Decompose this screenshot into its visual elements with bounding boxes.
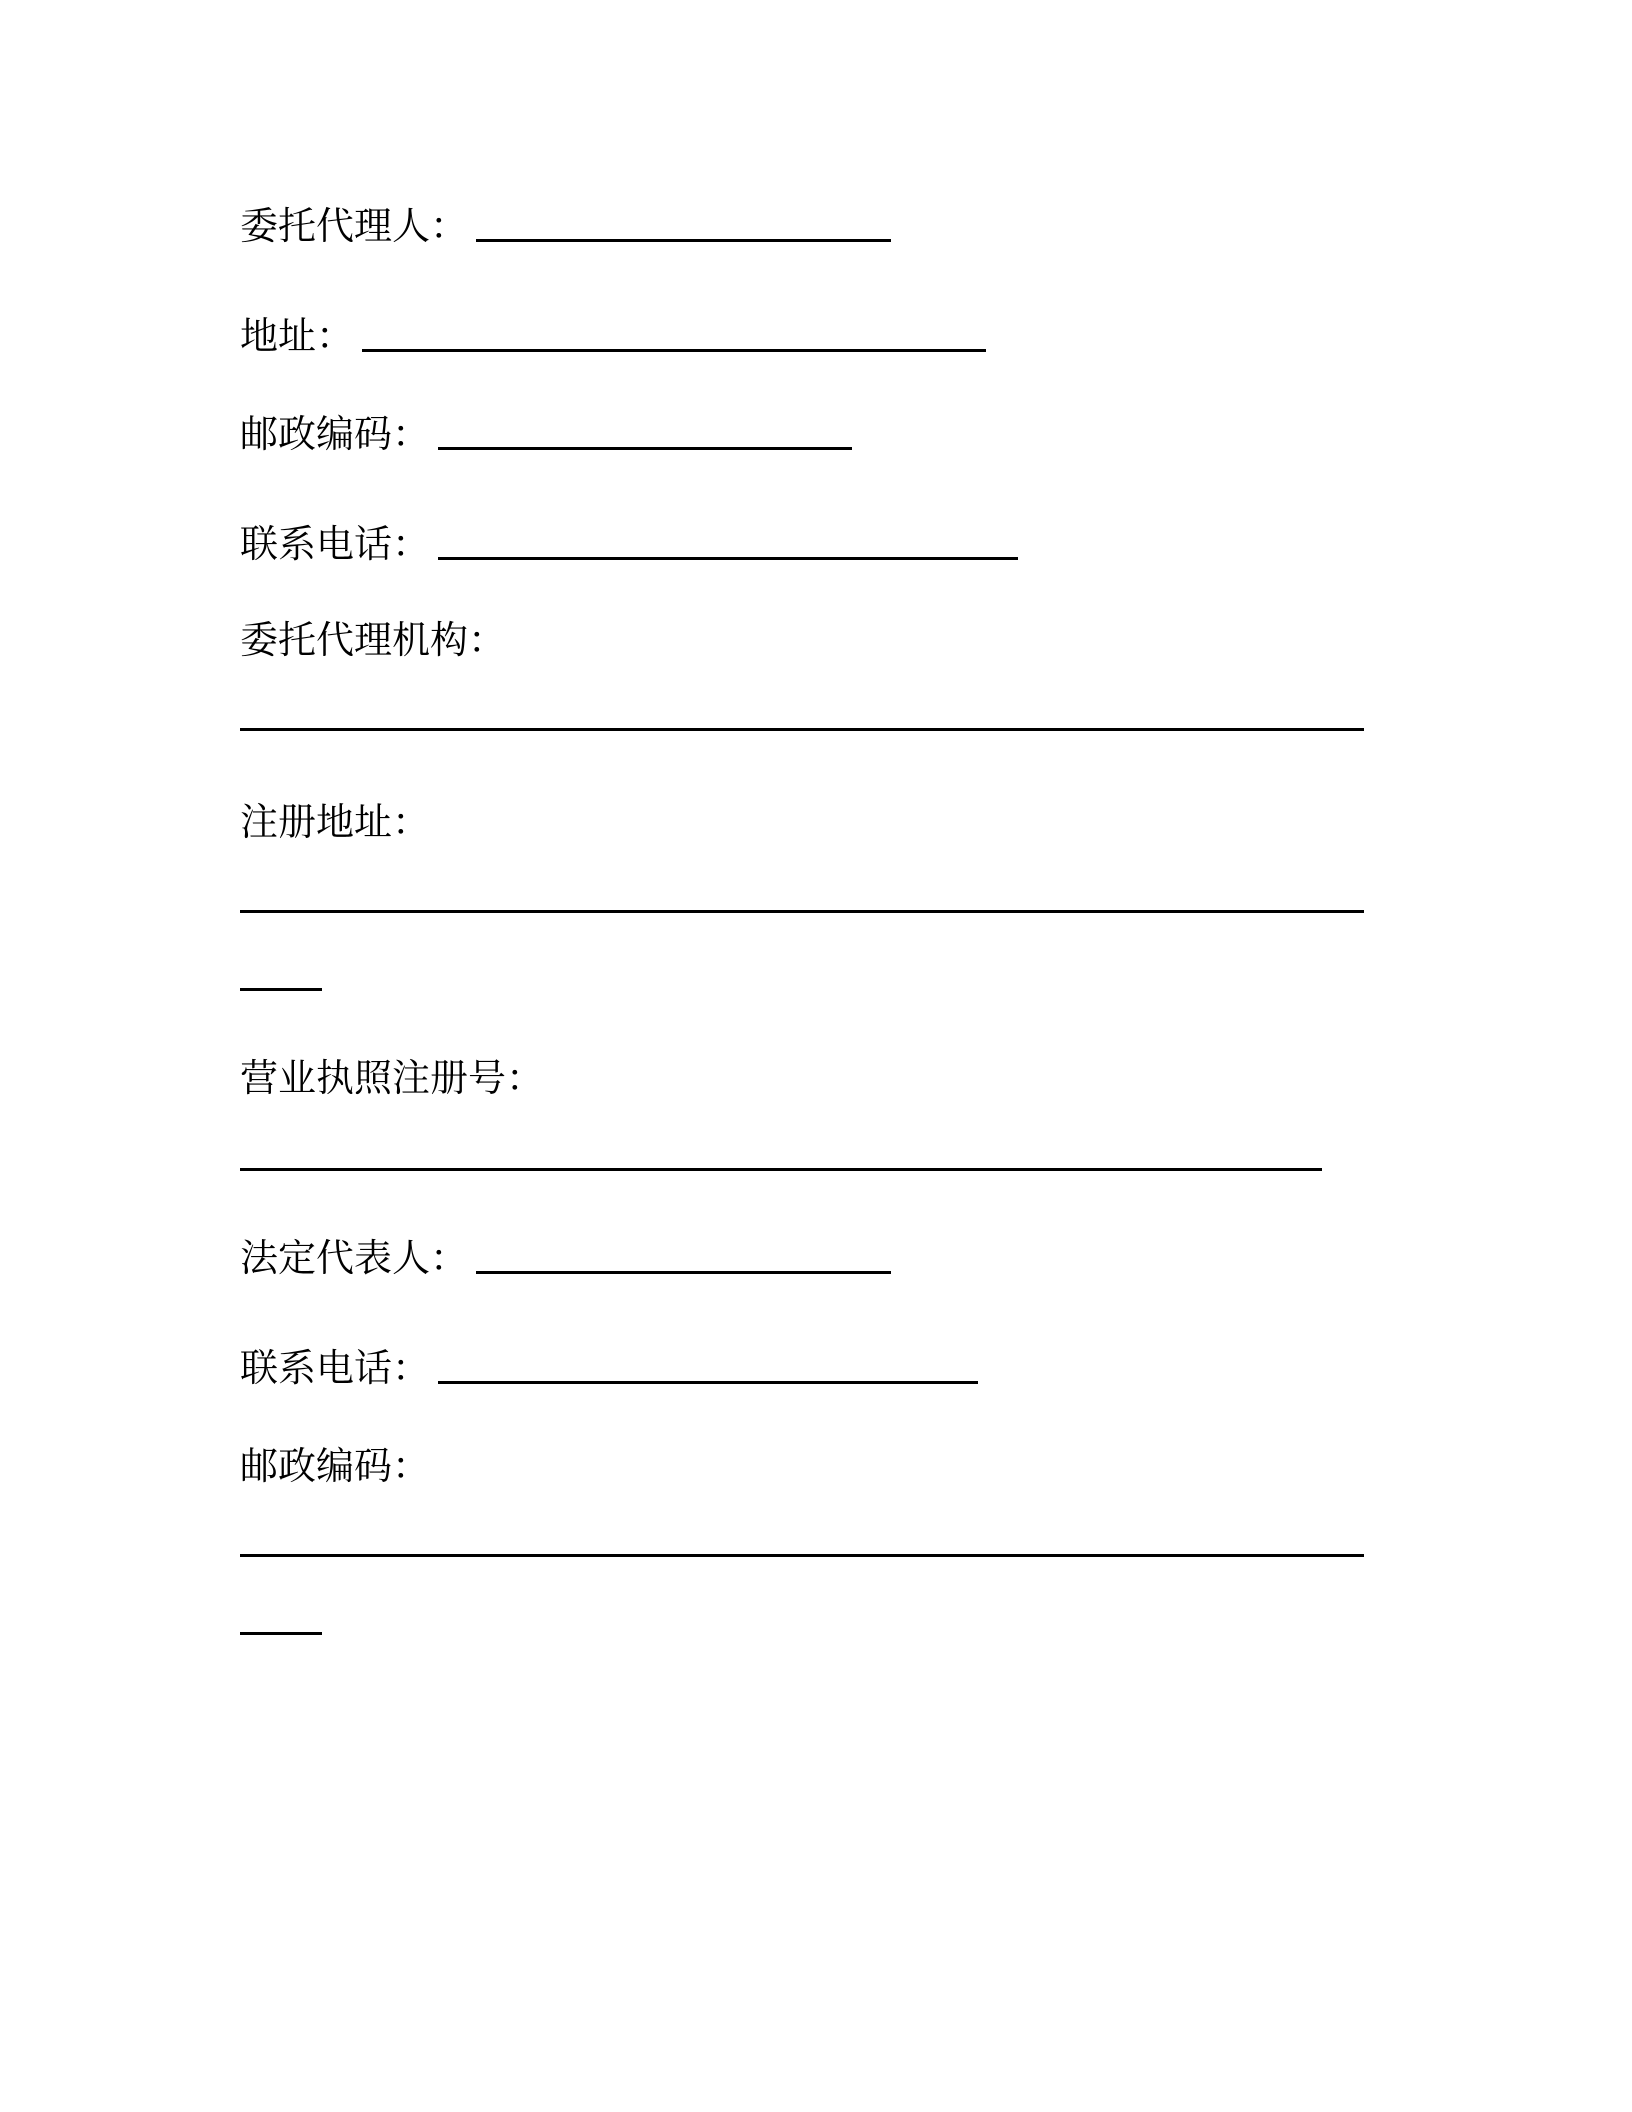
- business-license-row: [240, 1040, 544, 1100]
- agency-row: [240, 602, 506, 662]
- legal-representative-row: [240, 1220, 891, 1280]
- agency-phone-row: [240, 1330, 978, 1390]
- agency-postal-code-blank-continued[interactable]: [240, 1632, 322, 1635]
- postal-code-row: [240, 396, 852, 456]
- agency-blank[interactable]: [240, 728, 1364, 731]
- agent-row: [240, 188, 891, 248]
- phone-row: [240, 506, 1018, 566]
- registered-address-blank[interactable]: [240, 910, 1364, 913]
- postal-code-label: 邮政编码：: [240, 412, 431, 456]
- registered-address-label: 注册地址：: [240, 800, 431, 844]
- agency-label: 委托代理机构：: [240, 618, 507, 662]
- agency-phone-label: 联系电话：: [240, 1346, 431, 1390]
- business-license-label: 营业执照注册号：: [240, 1056, 545, 1100]
- agency-postal-code-label: 邮政编码：: [240, 1444, 431, 1488]
- legal-representative-blank[interactable]: [476, 1241, 891, 1274]
- agency-postal-code-blank[interactable]: [240, 1554, 1364, 1557]
- address-blank[interactable]: [362, 319, 986, 352]
- address-label: 地址：: [240, 314, 355, 358]
- agent-label: 委托代理人：: [240, 204, 469, 248]
- phone-label: 联系电话：: [240, 522, 431, 566]
- agency-phone-blank[interactable]: [438, 1351, 978, 1384]
- registered-address-blank-continued[interactable]: [240, 988, 322, 991]
- agent-blank[interactable]: [476, 209, 891, 242]
- legal-representative-label: 法定代表人：: [240, 1236, 469, 1280]
- address-row: [240, 298, 986, 358]
- registered-address-row: [240, 784, 430, 844]
- postal-code-blank[interactable]: [438, 417, 852, 450]
- business-license-blank[interactable]: [240, 1168, 1322, 1171]
- phone-blank[interactable]: [438, 527, 1018, 560]
- agency-postal-code-row: [240, 1428, 430, 1488]
